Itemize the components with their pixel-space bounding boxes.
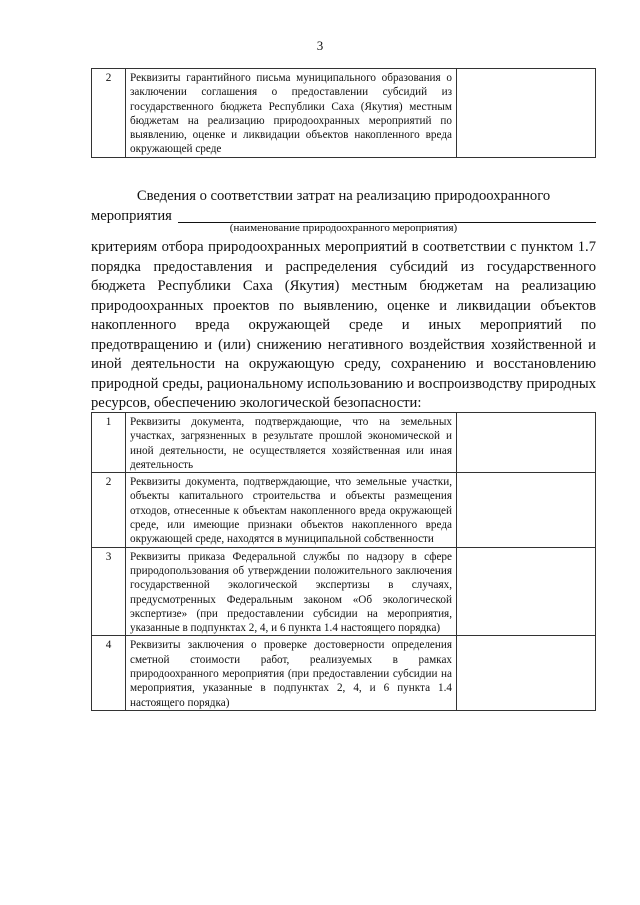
section-heading — [91, 186, 596, 226]
criteria-paragraph: критериям отбора природоохранных мероприятий в соответствии с пунктом 1.7 порядка предоставления и распределения субсидий из государственного бюджета Республики Саха (Якутия) местным бюджетам на реализацию природоохранных проектов по выявлению, оценке и ликвидации объектов накопленного вреда окружающей среде и иных мероприятий по предотвращению и (или) снижению негативного воздействия хозяйственной и иной деятельности на окружающую среду, сохранению и восстановлению природной среды, рациональному использованию и воспроизводству природных ресурсов, обеспечению экологической безопасности: — [91, 239, 596, 411]
row-number: 2 — [92, 69, 126, 158]
table-row — [92, 473, 596, 547]
table-row — [92, 636, 596, 710]
requisites-table-top — [91, 68, 596, 158]
heading-line-2-text: мероприятия — [91, 208, 172, 224]
table-row — [92, 413, 596, 473]
row-description: Реквизиты приказа Федеральной службы по надзору в сфере природопользования об утверждении положительного заключения государственной экологической экспертизы в случаях, предусмотренных Федеральным законом «Об экологической экспертизе» (при предоставлении субсидии на мероприятия, указанные в подпунктах 2, 4, и 6 пункта 1.4 настоящего порядка) — [126, 547, 457, 636]
heading-line-1: Сведения о соответствии затрат на реализацию природоохранного — [136, 188, 551, 204]
row-description: Реквизиты гарантийного письма муниципального образования о заключении соглашения о предоставлении субсидий из государственного бюджета Республики Саха (Якутия) местным бюджетам на реализацию природоохранных мероприятий по выявлению, оценке и ликвидации объектов накопленного вреда окружающей среде — [126, 69, 457, 158]
event-name-caption: (наименование природоохранного мероприятия) — [229, 222, 458, 234]
row-value-cell[interactable] — [457, 69, 596, 158]
table-row — [92, 69, 596, 158]
row-number: 1 — [92, 413, 126, 473]
event-name-blank-line[interactable] — [178, 207, 596, 223]
row-value-cell[interactable] — [457, 473, 596, 547]
row-value-cell[interactable] — [457, 547, 596, 636]
row-number: 4 — [92, 636, 126, 710]
row-number: 2 — [92, 473, 126, 547]
row-value-cell[interactable] — [457, 413, 596, 473]
row-value-cell[interactable] — [457, 636, 596, 710]
page-number: 3 — [316, 38, 324, 53]
row-description: Реквизиты заключения о проверке достоверности определения сметной стоимости работ, реализуемых в рамках природоохранного мероприятия (при предоставлении субсидии на мероприятия, указанные в подпунктах 2, 4, и 6 пункта 1.4 настоящего порядка) — [126, 636, 457, 710]
table-row — [92, 547, 596, 636]
row-description: Реквизиты документа, подтверждающие, что земельные участки, объекты капитального строительства и объекты размещения отходов, отнесенные к объектам накопленного вреда окружающей среде, или имеющие признаки объектов накопленного вреда окружающей среде, находятся в муниципальной собственности — [126, 473, 457, 547]
row-description: Реквизиты документа, подтверждающие, что на земельных участках, загрязненных в результате прошлой экономической и иной деятельности, не осуществляется хозяйственная или иная деятельность — [126, 413, 457, 473]
criteria-table — [91, 412, 596, 711]
row-number: 3 — [92, 547, 126, 636]
